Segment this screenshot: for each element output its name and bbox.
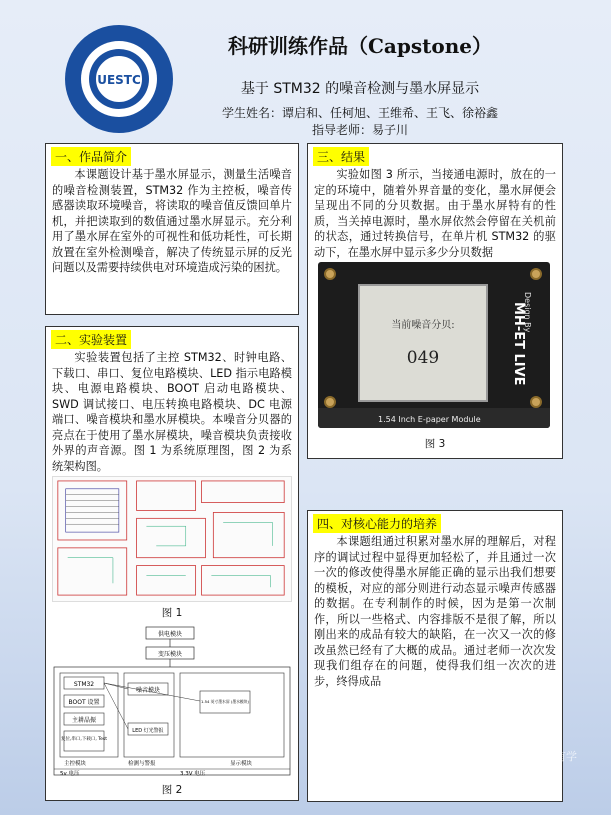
design-by-label: Design By [523, 292, 532, 333]
section-heading: 四、对核心能力的培养 [313, 514, 441, 533]
section-body: 实验装置包括了主控 STM32、时钟电路、下载口、串口、复位电路模块、LED 指示电路模块、电源电路模块、BOOT 启动电路模块、SWD 调试接口、电压转换电路模块、DC 电源端口、噪音模块和墨水屏模块。本噪音分贝器的亮点在于使用了墨水屏模块，噪音模块负责接收外界的声音源。图 1 为系统原理图，图 2 为系统架构图。 [52, 351, 292, 473]
section-heading: 三、结果 [313, 147, 369, 166]
poster-title: 科研训练作品（Capstone） [228, 34, 492, 58]
figure-2-caption: 图 2 [161, 784, 183, 796]
epaper-label: 当前噪音分贝: [391, 320, 455, 331]
section-body: 本课题设计基于墨水屏显示，测量生活噪音的噪音检测装置，STM32 作为主控板，噪音传感器读取环境噪音，将读取的噪音值反馈回单片机，并把读取到的数值通过墨水屏显示。充分利用了墨水屏在室外的可视性和低功耗性，可长期放置在室外检测噪音，解决了传统显示屏的反光问题以及需要持续供电对环境造成污染的困扰。 [52, 168, 292, 274]
svg-text:主耕晶振: 主耕晶振 [71, 717, 97, 724]
poster-subtitle: 基于 STM32 的噪音检测与墨水屏显示 [240, 81, 480, 97]
svg-text:噪音模块: 噪音模块 [135, 687, 161, 694]
mounting-hole [324, 396, 336, 408]
svg-text:变压模块: 变压模块 [157, 651, 183, 658]
svg-text:检测与警报: 检测与警报 [128, 761, 156, 767]
figure-1-caption: 图 1 [161, 607, 183, 619]
brand-label: MH-ET LIVE [511, 302, 526, 386]
watermark-text: 成电多有志有学 [500, 750, 577, 763]
mounting-hole [530, 396, 542, 408]
svg-text:显示模块: 显示模块 [230, 761, 253, 767]
svg-text:UESTC: UESTC [97, 73, 141, 87]
mounting-hole [530, 268, 542, 280]
svg-text:1.54 英寸墨水屏 (墨水模块): 1.54 英寸墨水屏 (墨水模块) [200, 699, 250, 704]
section-body: 本课题组通过积累对墨水屏的理解后，对程序的调试过程中显得更加轻松了，并且通过一次一次的修改使得墨水屏能正确的显示出我们想要的模板，对应的部分则进行动态显示噪声传感器的数据。在专利制作的时候，因为是第一次制作，所以一些格式、内容排版不是很了解，所以刚出来的成品有较大的缺陷，在一次又一次的修改虽然已经有了大概的成品。通过老师一次次发现我们组存在的问题，使得我们组一次次的进步，终得成品 [314, 535, 556, 688]
student-names: 学生姓名：谭启和、任柯旭、王维希、王飞、徐裕鑫 [221, 106, 498, 120]
svg-text:3.3V 电压: 3.3V 电压 [180, 771, 206, 777]
advisor-name: 指导老师：易子川 [311, 123, 408, 137]
figure-3-caption: 图 3 [424, 438, 446, 450]
section-introduction [45, 143, 299, 315]
mounting-hole [324, 268, 336, 280]
schematic-figure [52, 476, 292, 602]
section-heading: 二、实验装置 [51, 330, 131, 349]
svg-text:LED 灯光警报: LED 灯光警报 [132, 728, 164, 734]
epaper-screen [358, 284, 488, 402]
architecture-diagram [50, 623, 294, 779]
svg-text:复位,串口,下载口, Test: 复位,串口,下载口, Test [60, 737, 108, 742]
svg-text:STM32: STM32 [73, 681, 95, 688]
epaper-value: 049 [406, 348, 440, 368]
section-body: 实验如图 3 所示，当接通电源时，放在的一定的环境中，随着外界音量的变化，墨水屏便会呈现出不同的分贝数据。由于墨水屏特有的性质，当关掉电源时，墨水屏依然会停留在关机前的状态，通过转换信号，在单片机 STM32 的驱动下，在墨水屏中显示多少分贝数据 [314, 168, 556, 259]
section-heading: 一、作品简介 [51, 147, 131, 166]
svg-text:主控模块: 主控模块 [64, 761, 87, 767]
epaper-photo [318, 262, 550, 428]
module-label: 1.54 Inch E-paper Module [378, 415, 481, 424]
svg-text:5v 电压: 5v 电压 [60, 771, 80, 777]
svg-text:BOOT 设置: BOOT 设置 [68, 699, 100, 706]
university-logo [62, 22, 176, 136]
svg-text:供电模块: 供电模块 [157, 631, 183, 638]
